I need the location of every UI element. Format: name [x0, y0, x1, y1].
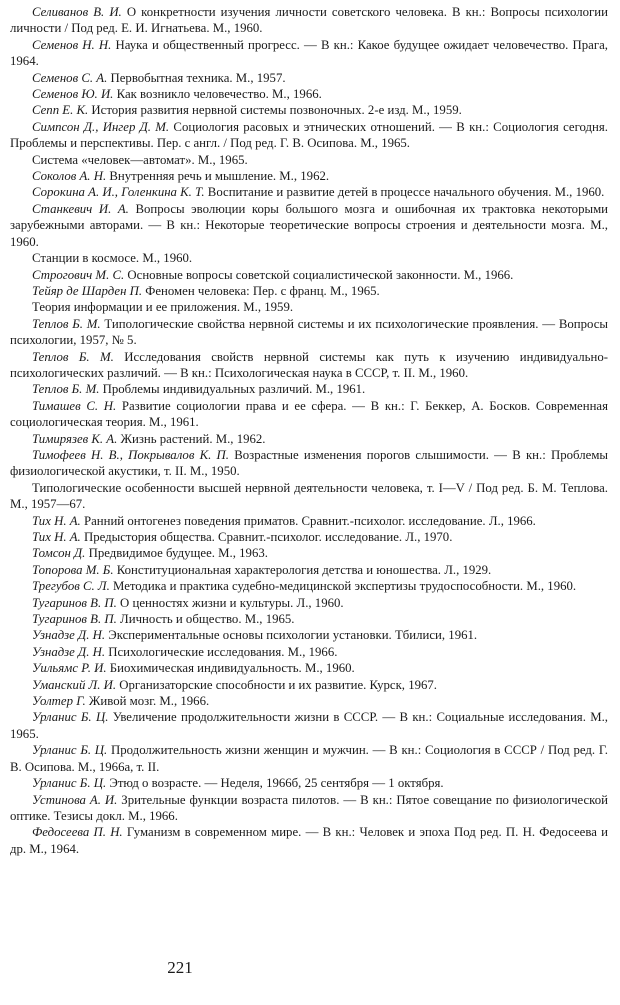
- entry-text: Система «человек—автомат». М., 1965.: [32, 152, 248, 167]
- bibliography-entry: [10, 447, 608, 480]
- entry-text: Типологические свойства нервной системы и их психологические проявления. — Вопросы психологии, 1957, № 5.: [10, 316, 608, 348]
- entry-text: Организаторские способности и их развитие. Курск, 1967.: [119, 677, 437, 692]
- bibliography-entry: [10, 693, 608, 709]
- bibliography-entry: [10, 299, 608, 315]
- entry-text: Как возникло человечество. М., 1966.: [116, 87, 322, 102]
- entry-author: Уильямс Р. И.: [32, 661, 107, 676]
- entry-text: Теория информации и ее приложения. М., 1959.: [32, 300, 294, 315]
- entry-text: Конституциональная характерология детства и юношества. Л., 1929.: [116, 562, 492, 577]
- entry-author: Сепп Е. К.: [32, 103, 89, 118]
- entry-author: Тейяр де Шарден П.: [32, 283, 143, 298]
- entry-text: О конкретности изучения личности советского человека. В кн.: Вопросы психологии личности / Под ред. Е. И. Игнатьева. М., 1960.: [10, 5, 609, 36]
- bibliography-entry: [10, 644, 608, 660]
- entry-author: Тугаринов В. П.: [32, 612, 117, 627]
- entry-text: Гуманизм в современном мире. — В кн.: Человек и эпоха Под ред. П. Н. Федосеева и др. М., 1964.: [10, 825, 608, 856]
- bibliography-entry: [10, 824, 608, 857]
- page-number: 221: [167, 958, 193, 977]
- entry-text: Вопросы эволюции коры большого мозга и ошибочная их трактовка некоторыми зарубежными авторами. — В кн.: Некоторые теоретические вопросы строения и деятельности мозга. М., 1960.: [10, 201, 609, 249]
- entry-text: Ранний онтогенез поведения приматов. Сравнит.-психолог. исследование. Л., 1966.: [83, 513, 536, 528]
- entry-author: Теплов Б. М.: [32, 316, 101, 331]
- bibliography-entry: [10, 431, 608, 447]
- entry-author: Семенов Ю. И.: [32, 87, 114, 102]
- entry-text: Проблемы индивидуальных различий. М., 1961.: [102, 382, 366, 397]
- entry-author: Уолтер Г.: [32, 694, 86, 709]
- entry-text: Первобытная техника. М., 1957.: [110, 70, 286, 85]
- bibliography-entry: [10, 349, 608, 382]
- bibliography-entry: [10, 529, 608, 545]
- entry-text: Биохимическая индивидуальность. М., 1960.: [109, 661, 355, 676]
- bibliography-entry: [10, 677, 608, 693]
- entry-text: Увеличение продолжительности жизни в СССР. — В кн.: Социальные исследования. М., 1965.: [10, 710, 608, 741]
- bibliography-entry: [10, 250, 608, 266]
- bibliography-entry: [10, 168, 608, 184]
- entry-author: Урланис Б. Ц.: [32, 710, 109, 725]
- bibliography-entry: [10, 660, 608, 676]
- entry-author: Тимофеев Н. В., Покрывалов К. П.: [32, 447, 229, 462]
- bibliography-entry: [10, 792, 608, 825]
- entry-author: Станкевич И. А.: [32, 201, 129, 216]
- entry-author: Тих Н. А.: [32, 513, 81, 528]
- entry-text: Станции в космосе. М., 1960.: [32, 251, 193, 266]
- bibliography-entry: [10, 152, 608, 168]
- bibliography-entry: [10, 578, 608, 594]
- bibliography-entry: [10, 381, 608, 397]
- entry-author: Федосеева П. Н.: [32, 825, 123, 840]
- entry-author: Семенов Н. Н.: [32, 37, 112, 52]
- bibliography-entry: [10, 595, 608, 611]
- bibliography-entry: [10, 611, 608, 627]
- bibliography-list: [10, 4, 608, 857]
- entry-text: Экспериментальные основы психологии установки. Тбилиси, 1961.: [108, 628, 478, 643]
- entry-author: Строгович М. С.: [32, 267, 125, 282]
- bibliography-entry: [10, 201, 608, 250]
- bibliography-entry: [10, 4, 608, 37]
- entry-text: Зрительные функции возраста пилотов. — В кн.: Пятое совещание по физиологической оптике. Тезисы докл. М., 1966.: [10, 792, 608, 823]
- bibliography-entry: [10, 709, 608, 742]
- entry-author: Тимирязев К. А.: [32, 431, 118, 446]
- entry-text: Феномен человека: Пер. с франц. М., 1965.: [145, 283, 380, 298]
- entry-author: Устинова А. И.: [32, 792, 118, 807]
- entry-text: Социология расовых и этнических отношений. — В кн.: Социология сегодня. Проблемы и перспективы. Пер. с англ. / Под ред. Г. В. Осипова. М., 1965.: [10, 119, 608, 151]
- entry-text: Методика и практика судебно-медицинской экспертизы трудоспособности. М., 1960.: [112, 579, 577, 594]
- bibliography-entry: [10, 775, 608, 791]
- entry-author: Соколов А. Н.: [32, 169, 107, 184]
- bibliography-entry: [10, 627, 608, 643]
- bibliography-entry: [10, 398, 608, 431]
- bibliography-entry: [10, 513, 608, 529]
- entry-text: Этюд о возрасте. — Неделя, 1966б, 25 сентября — 1 октября.: [109, 776, 444, 791]
- entry-author: Тимашев С. Н.: [32, 398, 117, 413]
- entry-author: Уманский Л. И.: [32, 677, 117, 692]
- entry-author: Тугаринов В. П.: [32, 595, 117, 610]
- entry-text: Исследования свойств нервной системы как путь к изучению индивидуально-психологических различий. — В кн.: Психологическая наука в СССР, т. II. М., 1960.: [10, 349, 608, 380]
- entry-text: Основные вопросы советской социалистической законности. М., 1966.: [127, 267, 514, 282]
- entry-author: Семенов С. А.: [32, 70, 108, 85]
- entry-text: Наука и общественный прогресс. — В кн.: Какое будущее ожидает человечество. Прага, 1964.: [10, 37, 608, 69]
- bibliography-entry: [10, 119, 608, 152]
- entry-author: Теплов Б. М.: [32, 349, 114, 364]
- bibliography-entry: [10, 70, 608, 86]
- entry-text: Развитие социологии права и ее сфера. — В кн.: Г. Беккер, А. Босков. Современная социологическая теория. М., 1961.: [10, 398, 608, 430]
- bibliography-entry: [10, 184, 608, 200]
- entry-text: Внутренняя речь и мышление. М., 1962.: [109, 169, 330, 184]
- entry-author: Селиванов В. И.: [32, 5, 122, 19]
- bibliography-entry: [10, 102, 608, 118]
- entry-text: Предвидимое будущее. М., 1963.: [88, 546, 268, 561]
- bibliography-entry: [10, 283, 608, 299]
- bibliography-entry: [10, 316, 608, 349]
- entry-author: Топорова М. Б.: [32, 562, 114, 577]
- entry-text: Психологические исследования. М., 1966.: [108, 644, 338, 659]
- bibliography-entry: [10, 37, 608, 70]
- entry-text: Жизнь растений. М., 1962.: [120, 431, 266, 446]
- bibliography-entry: [10, 545, 608, 561]
- entry-author: Тих Н. А.: [32, 530, 81, 544]
- entry-text: Предыстория общества. Сравнит.-психолог. исследование. Л., 1970.: [83, 530, 453, 544]
- entry-text: О ценностях жизни и культуры. Л., 1960.: [120, 595, 344, 610]
- entry-text: Возрастные изменения порогов слышимости. — В кн.: Проблемы физиологической акустики, т. II. М., 1950.: [10, 447, 609, 479]
- entry-text: Типологические особенности высшей нервной деятельности человека, т. I—V / Под ред. Б. М. Теплова. М., 1957—67.: [10, 480, 608, 512]
- entry-author: Узнадзе Д. Н.: [32, 628, 106, 643]
- entry-text: Продолжительность жизни женщин и мужчин. — В кн.: Социология в СССР / Под ред. Г. В. Осипова. М., 1966а, т. II.: [10, 743, 608, 774]
- bibliography-entry: [10, 562, 608, 578]
- entry-text: Воспитание и развитие детей в процессе начального обучения. М., 1960.: [207, 185, 605, 200]
- entry-author: Симпсон Д., Ингер Д. М.: [32, 119, 170, 134]
- bibliography-entry: [10, 267, 608, 283]
- entry-text: Живой мозг. М., 1966.: [88, 694, 210, 709]
- entry-text: Личность и общество. М., 1965.: [120, 612, 295, 627]
- bibliography-entry: [10, 86, 608, 102]
- entry-author: Томсон Д.: [32, 546, 86, 561]
- bibliography-entry: [10, 742, 608, 775]
- entry-author: Урланис Б. Ц.: [32, 743, 108, 758]
- entry-author: Трегубов С. Л.: [32, 579, 110, 594]
- entry-author: Урланис Б. Ц.: [32, 776, 107, 791]
- entry-text: История развития нервной системы позвоночных. 2-е изд. М., 1959.: [91, 103, 462, 118]
- entry-author: Сорокина А. И., Голенкина К. Т.: [32, 185, 205, 200]
- entry-author: Узнадзе Д. Н.: [32, 644, 106, 659]
- bibliography-entry: [10, 480, 608, 513]
- entry-author: Теплов Б. М.: [32, 382, 100, 397]
